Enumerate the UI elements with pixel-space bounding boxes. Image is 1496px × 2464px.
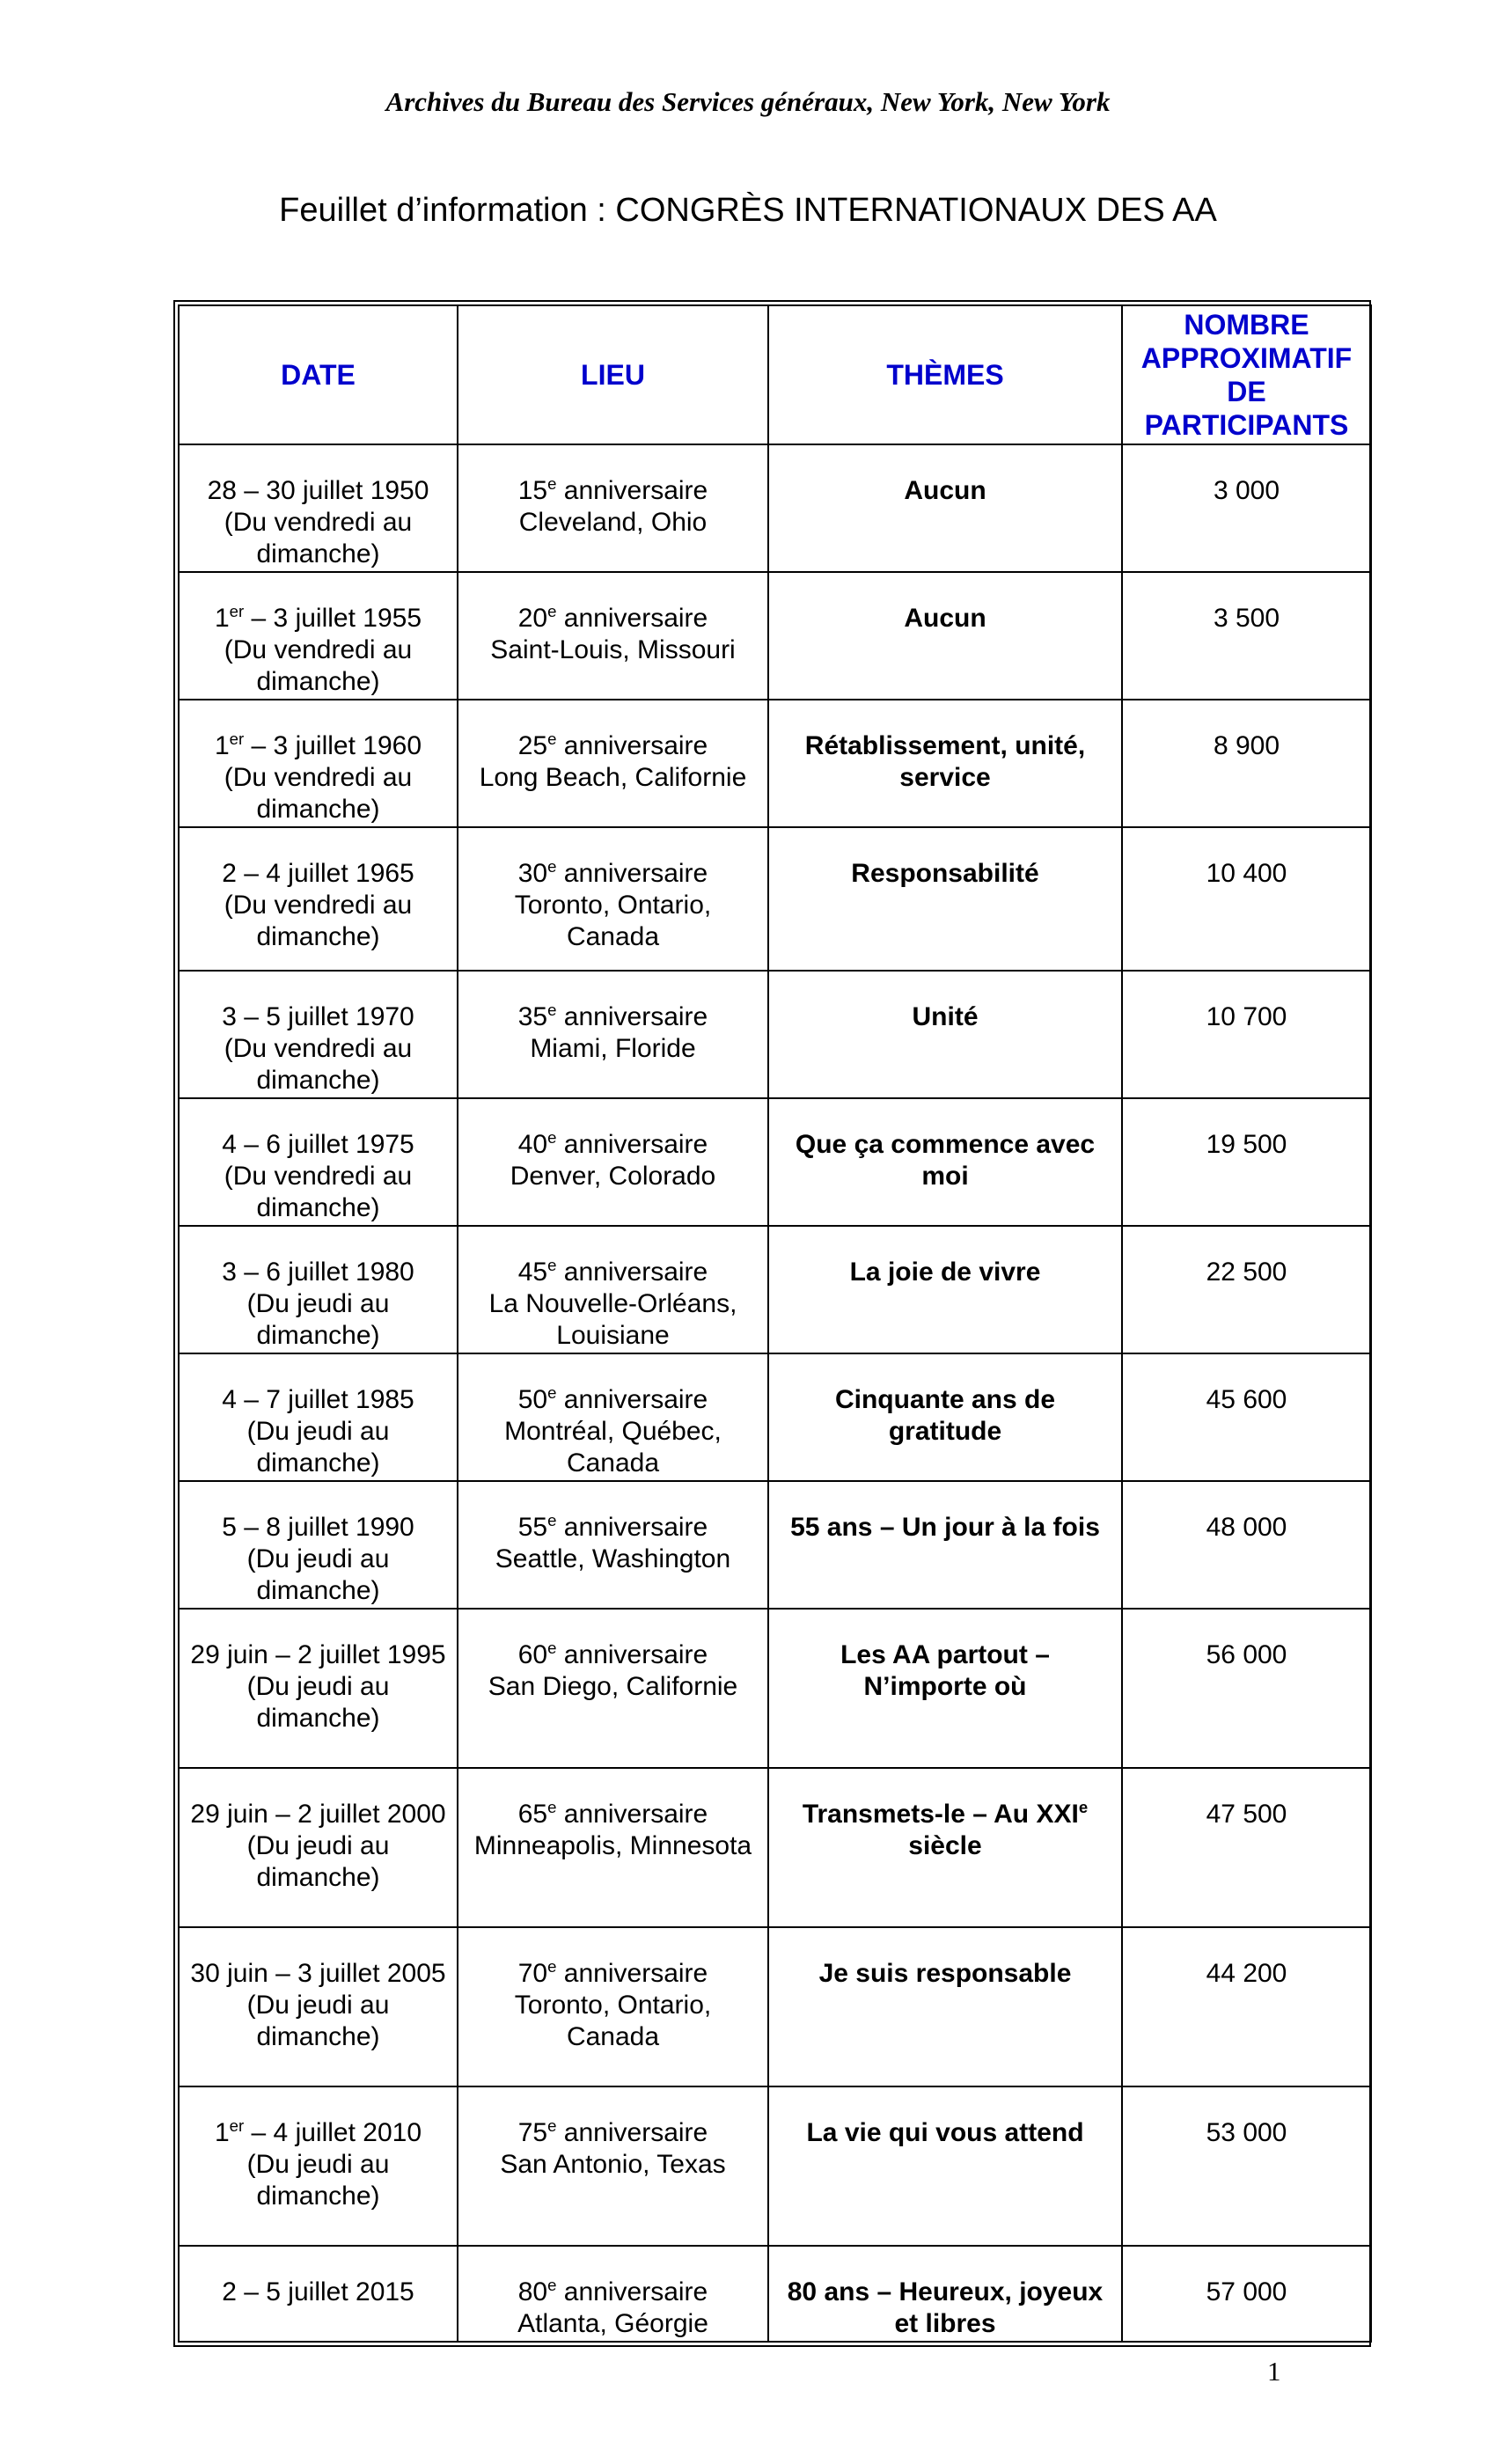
table-row xyxy=(179,1768,1371,1927)
cell-theme: Aucun xyxy=(768,572,1122,700)
cell-participants: 48 000 xyxy=(1122,1481,1371,1609)
cell-date: 2 – 5 juillet 2015 xyxy=(179,2246,458,2342)
table-row xyxy=(179,971,1371,1098)
cell-date: 4 – 7 juillet 1985 (Du jeudi au dimanche) xyxy=(179,1353,458,1481)
cell-lieu: 25e anniversaire Long Beach, Californie xyxy=(458,700,768,827)
table-row xyxy=(179,1609,1371,1768)
table-row xyxy=(179,2246,1371,2342)
column-header-themes: THÈMES xyxy=(768,305,1122,444)
cell-theme: La vie qui vous attend xyxy=(768,2086,1122,2246)
cell-lieu: 30e anniversaire Toronto, Ontario, Canada xyxy=(458,827,768,971)
cell-participants: 10 700 xyxy=(1122,971,1371,1098)
cell-theme: La joie de vivre xyxy=(768,1226,1122,1353)
cell-lieu: 65e anniversaire Minneapolis, Minnesota xyxy=(458,1768,768,1927)
cell-theme: Cinquante ans de gratitude xyxy=(768,1353,1122,1481)
cell-theme: 80 ans – Heureux, joyeux et libres xyxy=(768,2246,1122,2342)
cell-lieu: 35e anniversaire Miami, Floride xyxy=(458,971,768,1098)
cell-participants: 56 000 xyxy=(1122,1609,1371,1768)
archive-header: Archives du Bureau des Services généraux, New York, New York xyxy=(385,86,1111,117)
cell-date: 29 juin – 2 juillet 1995 (Du jeudi au dimanche) xyxy=(179,1609,458,1768)
cell-participants: 53 000 xyxy=(1122,2086,1371,2246)
cell-lieu: 15e anniversaire Cleveland, Ohio xyxy=(458,444,768,572)
cell-participants: 47 500 xyxy=(1122,1768,1371,1927)
cell-lieu: 45e anniversaire La Nouvelle-Orléans, Louisiane xyxy=(458,1226,768,1353)
column-header-lieu: LIEU xyxy=(458,305,768,444)
cell-theme: Je suis responsable xyxy=(768,1927,1122,2086)
cell-participants: 44 200 xyxy=(1122,1927,1371,2086)
table-row xyxy=(179,1353,1371,1481)
cell-participants: 3 500 xyxy=(1122,572,1371,700)
cell-participants: 57 000 xyxy=(1122,2246,1371,2342)
cell-date: 1er – 3 juillet 1960 (Du vendredi au dimanche) xyxy=(179,700,458,827)
cell-theme: Rétablissement, unité, service xyxy=(768,700,1122,827)
table-row xyxy=(179,1226,1371,1353)
cell-date: 3 – 5 juillet 1970 (Du vendredi au dimanche) xyxy=(179,971,458,1098)
cell-theme: 55 ans – Un jour à la fois xyxy=(768,1481,1122,1609)
cell-lieu: 75e anniversaire San Antonio, Texas xyxy=(458,2086,768,2246)
cell-date: 5 – 8 juillet 1990 (Du jeudi au dimanche) xyxy=(179,1481,458,1609)
cell-theme: Les AA partout – N’importe où xyxy=(768,1609,1122,1768)
cell-date: 4 – 6 juillet 1975 (Du vendredi au dimanche) xyxy=(179,1098,458,1226)
cell-lieu: 20e anniversaire Saint-Louis, Missouri xyxy=(458,572,768,700)
cell-date: 1er – 4 juillet 2010 (Du jeudi au dimanche) xyxy=(179,2086,458,2246)
cell-theme: Que ça commence avec moi xyxy=(768,1098,1122,1226)
document-title: Feuillet d’information : CONGRÈS INTERNATIONAUX DES AA xyxy=(279,192,1217,229)
cell-lieu: 80e anniversaire Atlanta, Géorgie xyxy=(458,2246,768,2342)
cell-participants: 8 900 xyxy=(1122,700,1371,827)
table-row xyxy=(179,572,1371,700)
cell-theme: Unité xyxy=(768,971,1122,1098)
column-header-date: DATE xyxy=(179,305,458,444)
column-header-participants: NOMBRE APPROXIMATIF DE PARTICIPANTS xyxy=(1122,305,1371,444)
cell-date: 30 juin – 3 juillet 2005 (Du jeudi au dimanche) xyxy=(179,1927,458,2086)
cell-date: 1er – 3 juillet 1955 (Du vendredi au dimanche) xyxy=(179,572,458,700)
page-number: 1 xyxy=(1267,2356,1281,2387)
table-row xyxy=(179,444,1371,572)
cell-date: 2 – 4 juillet 1965 (Du vendredi au dimanche) xyxy=(179,827,458,971)
cell-lieu: 70e anniversaire Toronto, Ontario, Canada xyxy=(458,1927,768,2086)
table-row xyxy=(179,1098,1371,1226)
table-header-row xyxy=(179,305,1371,444)
cell-participants: 19 500 xyxy=(1122,1098,1371,1226)
cell-date: 28 – 30 juillet 1950 (Du vendredi au dimanche) xyxy=(179,444,458,572)
table-row xyxy=(179,700,1371,827)
table-row xyxy=(179,1481,1371,1609)
table-body xyxy=(179,444,1371,2342)
congress-table-frame xyxy=(173,300,1371,2347)
table-row xyxy=(179,2086,1371,2246)
cell-theme: Aucun xyxy=(768,444,1122,572)
cell-lieu: 50e anniversaire Montréal, Québec, Canada xyxy=(458,1353,768,1481)
cell-lieu: 55e anniversaire Seattle, Washington xyxy=(458,1481,768,1609)
congress-table xyxy=(178,304,1372,2343)
cell-date: 29 juin – 2 juillet 2000 (Du jeudi au dimanche) xyxy=(179,1768,458,1927)
cell-theme: Responsabilité xyxy=(768,827,1122,971)
cell-lieu: 60e anniversaire San Diego, Californie xyxy=(458,1609,768,1768)
table-row xyxy=(179,827,1371,971)
cell-participants: 10 400 xyxy=(1122,827,1371,971)
cell-theme: Transmets-le – Au XXIe siècle xyxy=(768,1768,1122,1927)
table-row xyxy=(179,1927,1371,2086)
cell-participants: 3 000 xyxy=(1122,444,1371,572)
cell-participants: 45 600 xyxy=(1122,1353,1371,1481)
cell-date: 3 – 6 juillet 1980 (Du jeudi au dimanche) xyxy=(179,1226,458,1353)
cell-lieu: 40e anniversaire Denver, Colorado xyxy=(458,1098,768,1226)
cell-participants: 22 500 xyxy=(1122,1226,1371,1353)
